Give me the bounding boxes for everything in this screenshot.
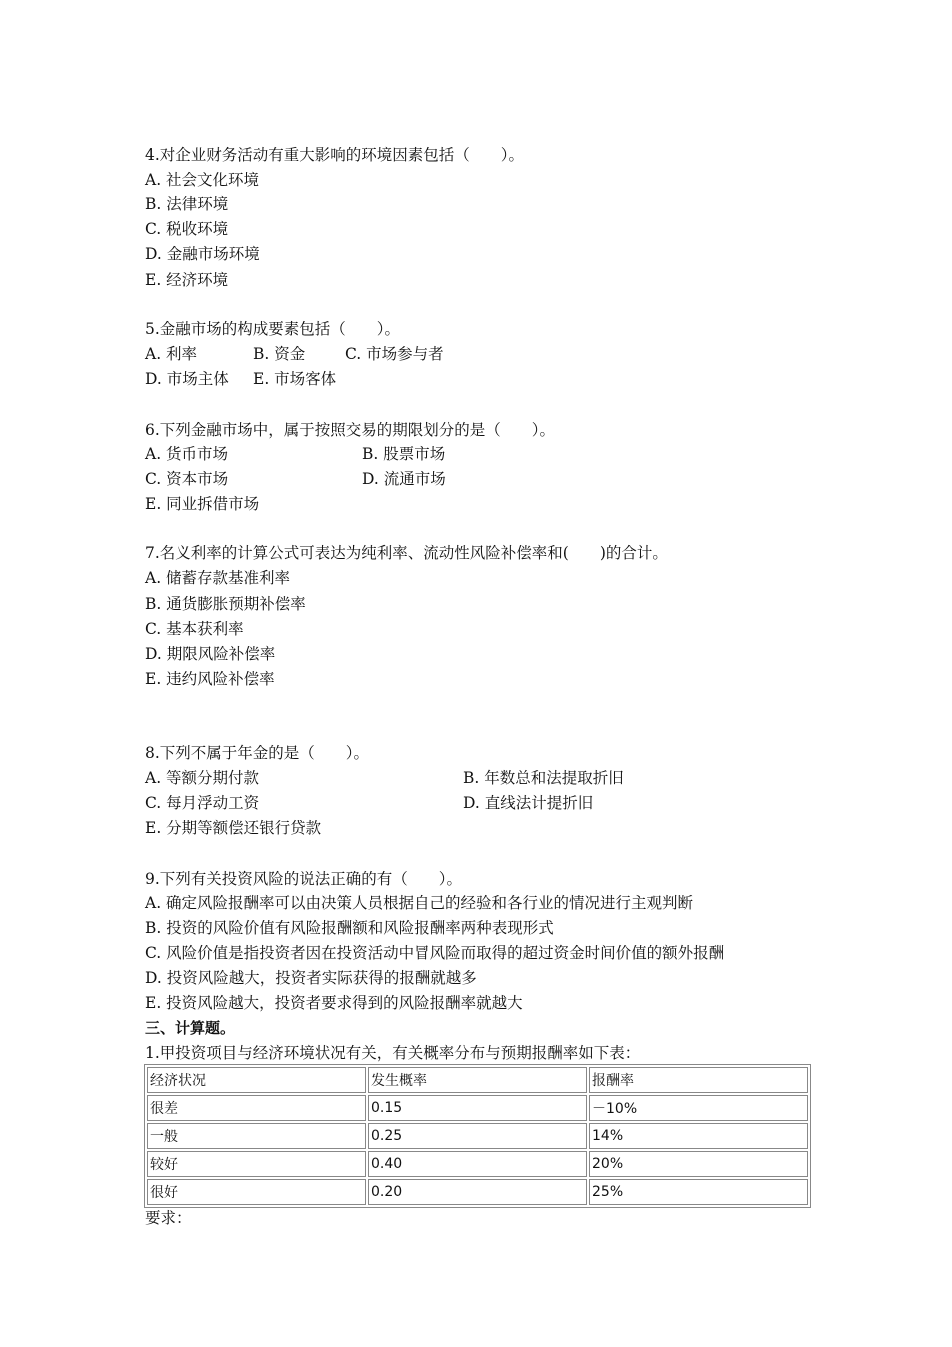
table-row [147, 1179, 808, 1205]
q6-option-b: B. 股票市场 [362, 445, 446, 463]
q8-option-a: A. 等额分期付款 [145, 769, 260, 787]
q4-stem: 4.对企业财务活动有重大影响的环境因素包括（ ）。 [145, 146, 525, 164]
q6-option-e: E. 同业拆借市场 [145, 495, 260, 513]
q4-option-b: B. 法律环境 [145, 195, 229, 213]
q7-option-b: B. 通货膨胀预期补偿率 [145, 595, 306, 613]
table-row [147, 1123, 808, 1149]
q6-option-d: D. 流通市场 [362, 470, 446, 488]
q9-option-c: C. 风险价值是指投资者因在投资活动中冒风险而取得的超过资金时间价值的额外报酬 [145, 944, 725, 962]
q9-option-d: D. 投资风险越大，投资者实际获得的报酬就越多 [145, 969, 477, 987]
q9-option-a: A. 确定风险报酬率可以由决策人员根据自己的经验和各行业的情况进行主观判断 [145, 894, 694, 912]
q8-option-c: C. 每月浮动工资 [145, 794, 260, 812]
requirement-label: 要求： [145, 1209, 192, 1227]
probability-table [144, 1064, 811, 1208]
table-cell: 0.40 [368, 1151, 587, 1177]
table-row [147, 1095, 808, 1121]
table-header-row [147, 1067, 808, 1093]
table-cell: 0.20 [368, 1179, 587, 1205]
table-cell: 0.25 [368, 1123, 587, 1149]
table-cell: 很好 [147, 1179, 366, 1205]
q8-option-d: D. 直线法计提折旧 [463, 794, 594, 812]
section-heading: 三、计算题。 [145, 1019, 236, 1037]
calc-question-1: 1.甲投资项目与经济环境状况有关，有关概率分布与预期报酬率如下表： [145, 1044, 641, 1062]
q5-option-d: D. 市场主体 [145, 370, 229, 388]
q9-stem: 9.下列有关投资风险的说法正确的有（ ）。 [145, 870, 463, 888]
q4-option-d: D. 金融市场环境 [145, 245, 260, 263]
table-cell: 很差 [147, 1095, 366, 1121]
q4-option-e: E. 经济环境 [145, 271, 229, 289]
table-header-cell: 经济状况 [147, 1067, 366, 1093]
q5-option-c: C. 市场参与者 [345, 345, 444, 363]
q5-option-e: E. 市场客体 [253, 370, 337, 388]
q5-option-a: A. 利率 [145, 345, 198, 363]
q8-stem: 8.下列不属于年金的是（ ）。 [145, 744, 370, 762]
q4-option-c: C. 税收环境 [145, 220, 229, 238]
q6-option-c: C. 资本市场 [145, 470, 229, 488]
q5-option-b: B. 资金 [253, 345, 306, 363]
table-cell: 一般 [147, 1123, 366, 1149]
q7-stem: 7.名义利率的计算公式可表达为纯利率、流动性风险补偿率和( )的合计。 [145, 544, 668, 562]
table-cell: －10% [589, 1095, 808, 1121]
q7-option-d: D. 期限风险补偿率 [145, 645, 276, 663]
table-cell: 较好 [147, 1151, 366, 1177]
q8-option-b: B. 年数总和法提取折旧 [463, 769, 624, 787]
table-cell: 14% [589, 1123, 808, 1149]
table-row [147, 1151, 808, 1177]
q6-option-a: A. 货币市场 [145, 445, 229, 463]
q5-stem: 5.金融市场的构成要素包括（ ）。 [145, 320, 401, 338]
q7-option-a: A. 储蓄存款基准利率 [145, 569, 291, 587]
q6-stem: 6.下列金融市场中，属于按照交易的期限划分的是（ ）。 [145, 421, 556, 439]
q9-option-b: B. 投资的风险价值有风险报酬额和风险报酬率两种表现形式 [145, 919, 554, 937]
table-header-cell: 发生概率 [368, 1067, 587, 1093]
q9-option-e: E. 投资风险越大，投资者要求得到的风险报酬率就越大 [145, 994, 523, 1012]
q4-option-a: A. 社会文化环境 [145, 171, 260, 189]
q7-option-c: C. 基本获利率 [145, 620, 244, 638]
table-cell: 20% [589, 1151, 808, 1177]
q7-option-e: E. 违约风险补偿率 [145, 670, 275, 688]
table-cell: 25% [589, 1179, 808, 1205]
table-cell: 0.15 [368, 1095, 587, 1121]
table-header-cell: 报酬率 [589, 1067, 808, 1093]
q8-option-e: E. 分期等额偿还银行贷款 [145, 819, 322, 837]
